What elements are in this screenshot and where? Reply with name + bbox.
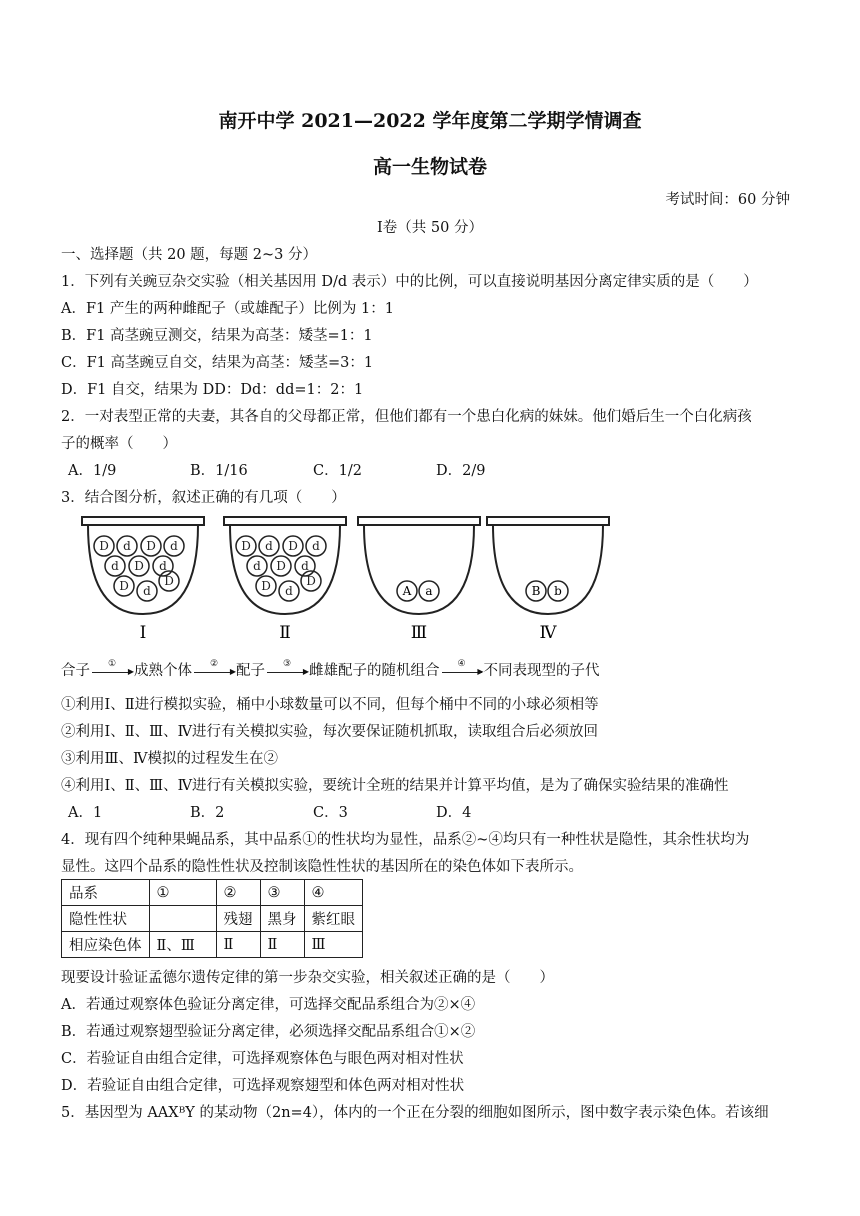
q3-statement-4: ④利用Ⅰ、Ⅱ、Ⅲ、Ⅳ进行有关模拟实验，要统计全班的结果并计算平均值，是为了确保实验结果的准确性: [61, 778, 729, 794]
table-cell: 品系: [62, 880, 150, 906]
exam-title: 南开中学 2021—2022 学年度第二学期学情调查: [218, 110, 642, 132]
arrow-icon: ④ ▶: [442, 664, 482, 678]
svg-text:d: d: [123, 539, 131, 553]
q3-option-b: B．2: [190, 805, 225, 821]
bucket-label: Ⅲ: [410, 623, 428, 643]
q2-option-d: D．2/9: [436, 463, 486, 479]
table-cell: 残翅: [216, 906, 260, 932]
q1-option-d: D．F1 自交，结果为 DD：Dd：dd=1：2：1: [61, 382, 364, 398]
svg-text:D: D: [276, 559, 286, 573]
q3-statement-1: ①利用Ⅰ、Ⅱ进行模拟实验，桶中小球数量可以不同，但每个桶中不同的小球必须相等: [61, 697, 599, 713]
q2-option-c: C．1/2: [313, 463, 362, 479]
q2-option-a: A．1/9: [68, 463, 117, 479]
svg-text:D: D: [288, 539, 298, 553]
bucket-label: Ⅱ: [279, 623, 291, 643]
q2-option-b: B．1/16: [190, 463, 248, 479]
q4-stem-line2: 显性。这四个品系的隐性性状及控制该隐性性状的基因所在的染色体如下表所示。: [61, 859, 583, 875]
bucket-label: Ⅰ: [139, 623, 147, 643]
q4-stem-line1: 4．现有四个纯种果蝇品系，其中品系①的性状均为显性，品系②~④均只有一种性状是隐性，其余性状均为: [61, 832, 750, 848]
q3-option-c: C．3: [313, 805, 348, 821]
q4-option-a: A．若通过观察体色验证分离定律，可选择交配品系组合为②×④: [61, 997, 476, 1013]
q3-option-d: D．4: [436, 805, 472, 821]
table-cell: 黑身: [260, 906, 304, 932]
table-cell: ①: [149, 880, 216, 906]
bucket-label: Ⅳ: [539, 623, 557, 643]
q4-option-c: C．若验证自由组合定律，可选择观察体色与眼色两对相对性状: [61, 1051, 464, 1067]
flow-step: 配子: [236, 663, 265, 679]
part-heading: Ⅰ卷（共 50 分）: [377, 220, 483, 236]
q2-stem-line1: 2．一对表型正常的夫妻，其各自的父母都正常，但他们都有一个患白化病的妹妹。他们婚后生一个白化病孩: [61, 409, 752, 425]
q5-stem: 5．基因型为 AAXᴮY 的某动物（2n=4），体内的一个正在分裂的细胞如图所示，图中数字表示染色体。若该细: [61, 1105, 769, 1121]
q1-option-a: A．F1 产生的两种雌配子（或雄配子）比例为 1：1: [61, 301, 394, 317]
bucket-1: [82, 517, 204, 614]
svg-text:d: d: [143, 584, 151, 598]
exam-time: 考试时间：60 分钟: [665, 192, 790, 208]
q3-statement-2: ②利用Ⅰ、Ⅱ、Ⅲ、Ⅳ进行有关模拟实验，每次要保证随机抓取，读取组合后必须放回: [61, 724, 599, 740]
bucket-figure: [79, 514, 624, 644]
q4-stem-line3: 现要设计验证孟德尔遗传定律的第一步杂交实验，相关叙述正确的是（ ）: [61, 970, 554, 986]
flow-step: 合子: [61, 663, 90, 679]
table-cell: Ⅱ: [260, 932, 304, 958]
table-cell: 相应染色体: [62, 932, 150, 958]
arrow-icon: ③ ▶: [267, 664, 307, 678]
q3-stem: 3．结合图分析，叙述正确的有几项（ ）: [61, 490, 346, 506]
svg-text:D: D: [146, 539, 156, 553]
bucket-4: [487, 517, 609, 614]
svg-text:D: D: [99, 539, 109, 553]
svg-text:D: D: [164, 574, 174, 588]
svg-text:d: d: [253, 559, 261, 573]
exam-subtitle: 高一生物试卷: [372, 156, 487, 178]
arrow-icon: ① ▶: [92, 664, 132, 678]
q3-option-a: A．1: [68, 805, 103, 821]
svg-text:D: D: [261, 579, 271, 593]
q3-flow: [61, 659, 600, 680]
svg-text:d: d: [170, 539, 178, 553]
table-row: [62, 932, 363, 958]
table-cell: Ⅱ: [216, 932, 260, 958]
table-cell: [149, 906, 216, 932]
bucket-3: [358, 517, 480, 614]
q1-option-c: C．F1 高茎豌豆自交，结果为高茎：矮茎=3：1: [61, 355, 374, 371]
svg-text:D: D: [241, 539, 251, 553]
table-cell: ②: [216, 880, 260, 906]
svg-text:d: d: [312, 539, 320, 553]
ball-label: A: [402, 584, 412, 598]
flow-step: 不同表现型的子代: [483, 663, 600, 679]
svg-text:d: d: [111, 559, 119, 573]
ball-label: a: [425, 584, 433, 598]
table-row: [62, 880, 363, 906]
table-cell: ③: [260, 880, 304, 906]
table-cell: 隐性性状: [62, 906, 150, 932]
svg-text:D: D: [119, 579, 129, 593]
flow-step: 雌雄配子的随机组合: [309, 663, 440, 679]
q4-option-b: B．若通过观察翅型验证分离定律，必须选择交配品系组合①×②: [61, 1024, 476, 1040]
table-cell: Ⅱ、Ⅲ: [149, 932, 216, 958]
table-cell: ④: [304, 880, 363, 906]
flow-step: 成熟个体: [134, 663, 192, 679]
table-cell: 紫红眼: [304, 906, 363, 932]
q4-option-d: D．若验证自由组合定律，可选择观察翅型和体色两对相对性状: [61, 1078, 465, 1094]
svg-text:d: d: [301, 559, 309, 573]
table-cell: Ⅲ: [304, 932, 363, 958]
q2-stem-line2: 子的概率（ ）: [61, 436, 177, 452]
ball-label: B: [531, 584, 541, 598]
bucket-2: [224, 517, 346, 614]
q1-option-b: B．F1 高茎豌豆测交，结果为高茎：矮茎=1：1: [61, 328, 373, 344]
q1-stem: 1．下列有关豌豆杂交实验（相关基因用 D/d 表示）中的比例，可以直接说明基因分离定律实质的是（ ）: [61, 274, 758, 290]
table-row: [62, 906, 363, 932]
svg-text:D: D: [306, 574, 316, 588]
svg-text:D: D: [134, 559, 144, 573]
svg-text:d: d: [159, 559, 167, 573]
svg-text:d: d: [285, 584, 293, 598]
strain-table: [61, 879, 363, 958]
section-heading: 一、选择题（共 20 题，每题 2~3 分）: [61, 247, 317, 263]
arrow-icon: ② ▶: [194, 664, 234, 678]
ball-label: b: [554, 584, 562, 598]
svg-text:d: d: [265, 539, 273, 553]
q3-statement-3: ③利用Ⅲ、Ⅳ模拟的过程发生在②: [61, 751, 278, 767]
